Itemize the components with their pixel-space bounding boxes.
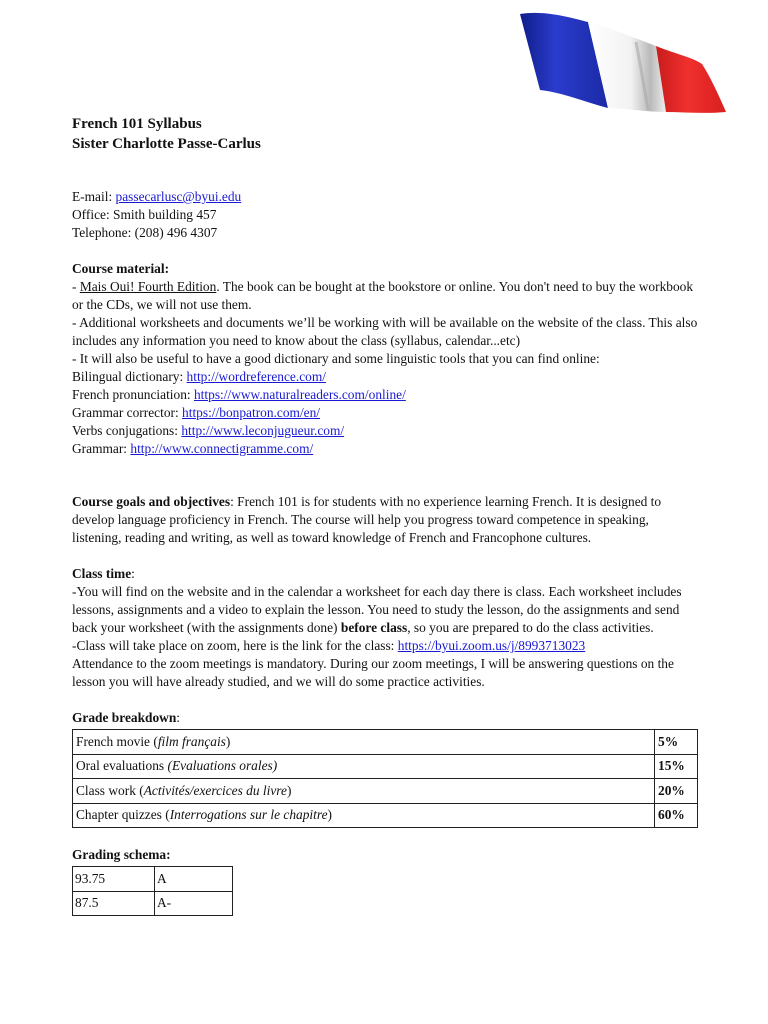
dictionary-paragraph: - It will also be useful to have a good dictionary and some linguistic tools that you can find online: (72, 351, 600, 366)
telephone-line: Telephone: (208) 496 4307 (72, 225, 218, 240)
textbook-title: Mais Oui! Fourth Edition (79, 279, 217, 294)
tool-line-grammar-corrector: Grammar corrector: https://bonpatron.com/en/ (72, 405, 321, 420)
goals-paragraph: Course goals and objectives: French 101 is for students with no experience learning French. It is designed to develop language proficiency in French. The course will help you progress toward competence in speaking, listening, reading and writing, as well as toward knowledge of French and Francophone cultures. (72, 494, 662, 545)
grading-schema-table (72, 866, 233, 916)
table-row: 87.5 A- (73, 891, 233, 916)
class-time-paragraph: -You will find on the website and in the calendar a worksheet for each day there is class. Each worksheet includes lessons, assignments and a video to explain the lesson. You need to study the lesson, do the assignments and send back your worksheet (with the assignments done) before class, so you are prepared to do the class activities. (72, 584, 682, 635)
table-row: Oral evaluations (Evaluations orales) 15% (73, 754, 698, 779)
office-line: Office: Smith building 457 (72, 207, 217, 222)
instructor-name: Sister Charlotte Passe-Carlus (72, 136, 261, 152)
table-row: 93.75 A (73, 867, 233, 892)
table-row: Class work (Activités/exercices du livre) 20% (73, 779, 698, 804)
textbook-paragraph: - Mais Oui! Fourth Edition. The book can be bought at the bookstore or online. You don't need to buy the workbook or the CDs, we will not use them. (72, 279, 694, 312)
tool-line-pronunciation: French pronunciation: https://www.naturalreaders.com/online/ (72, 387, 406, 402)
course-material-heading: Course material: (72, 261, 170, 276)
grade-breakdown-table (72, 729, 698, 828)
table-row: French movie (film français) 5% (73, 730, 698, 755)
attendance-paragraph: Attendance to the zoom meetings is mandatory. During our zoom meetings, I will be answering questions on the lesson you will have already studied, and we will do some practice activities. (72, 656, 674, 689)
table-row: Chapter quizzes (Interrogations sur le chapitre) 60% (73, 803, 698, 828)
tool-link-pronunciation[interactable]: https://www.naturalreaders.com/online/ (193, 387, 406, 402)
tool-line-grammar: Grammar: http://www.connectigramme.com/ (72, 441, 314, 456)
zoom-link[interactable]: https://byui.zoom.us/j/8993713023 (397, 638, 586, 653)
goals-heading: Course goals and objectives (72, 494, 231, 509)
flag-red-band (656, 46, 726, 113)
tool-link-conjugations[interactable]: http://www.leconjugueur.com/ (181, 423, 345, 438)
page-title: French 101 Syllabus (72, 116, 202, 132)
email-link[interactable]: passecarlusc@byui.edu (115, 189, 242, 204)
grade-breakdown-heading: Grade breakdown: (72, 710, 181, 725)
tool-line-dictionary: Bilingual dictionary: http://wordreference.com/ (72, 369, 326, 384)
tool-link-grammar[interactable]: http://www.connectigramme.com/ (130, 441, 314, 456)
class-time-heading: Class time: (72, 566, 135, 581)
french-flag-image (516, 8, 730, 116)
grading-schema-heading: Grading schema: (72, 847, 171, 862)
tool-line-conjugations: Verbs conjugations: http://www.leconjugueur.com/ (72, 423, 345, 438)
zoom-line: -Class will take place on zoom, here is the link for the class: https://byui.zoom.us/j/8993713023 (72, 638, 586, 653)
tool-link-grammar-corrector[interactable]: https://bonpatron.com/en/ (182, 405, 321, 420)
worksheets-paragraph: - Additional worksheets and documents we’ll be working with will be available on the website of the class. This also includes any information you need to know about the class (syllabus, calendar...etc) (72, 315, 698, 348)
email-line: E-mail: passecarlusc@byui.edu (72, 189, 242, 204)
tool-link-dictionary[interactable]: http://wordreference.com/ (186, 369, 326, 384)
syllabus-content (72, 114, 698, 916)
